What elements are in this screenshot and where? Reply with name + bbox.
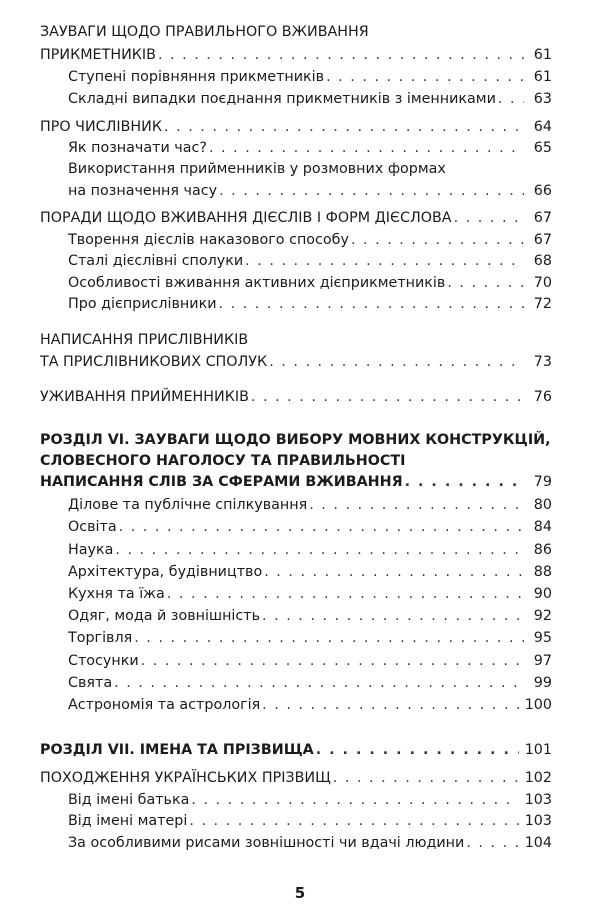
toc-entry-title: Як позначати час? xyxy=(68,140,207,156)
toc-entry-page: 63 xyxy=(533,91,552,107)
toc-entry-page: 84 xyxy=(533,519,552,535)
toc-entry-page: 68 xyxy=(533,253,552,269)
toc-entry-page: 97 xyxy=(533,653,552,669)
toc-entry-page: 80 xyxy=(533,497,552,513)
leader-dots xyxy=(191,791,518,809)
toc-subentry[interactable] xyxy=(68,629,552,647)
toc-entry-page: 92 xyxy=(533,608,552,624)
toc-entry-title: ТА ПРИСЛІВНИКОВИХ СПОЛУК xyxy=(40,354,268,370)
toc-entry-title: Від імені матері xyxy=(68,813,188,829)
toc-entry-title: УЖИВАННЯ ПРИЙМЕННИКІВ xyxy=(40,389,249,405)
toc-entry-page: 67 xyxy=(533,232,552,248)
leader-dots xyxy=(189,812,518,830)
leader-dots xyxy=(466,834,518,852)
leader-dots xyxy=(333,769,519,787)
toc-entry-title: Творення дієслів наказового способу xyxy=(68,232,349,248)
toc-entry-title: Складні випадки поєднання прикметників з іменниками xyxy=(68,91,496,107)
leader-dots xyxy=(447,274,524,292)
toc-heading-line: ЗАУВАГИ ЩОДО ПРАВИЛЬНОГО ВЖИВАННЯ xyxy=(40,24,369,40)
toc-entry-title: на позначення часу xyxy=(68,183,218,199)
toc-entry[interactable] xyxy=(40,388,552,406)
leader-dots xyxy=(309,496,524,514)
leader-dots xyxy=(164,118,524,136)
leader-dots xyxy=(262,607,524,625)
toc-entry-title: Ступені порівняння прикметників xyxy=(68,69,325,85)
toc-entry-title: Кухня та їжа xyxy=(68,586,165,602)
toc-entry[interactable] xyxy=(40,769,552,787)
leader-dots xyxy=(269,353,524,371)
toc-subentry[interactable] xyxy=(68,834,552,852)
leader-dots xyxy=(351,231,524,249)
section-heading-line: РОЗДІЛ VI. ЗАУВАГИ ЩОДО ВИБОРУ МОВНИХ КОНСТРУКЦІЙ, xyxy=(40,432,551,448)
toc-entry[interactable] xyxy=(40,353,552,371)
toc-section-entry[interactable] xyxy=(40,741,552,759)
toc-entry-page: 79 xyxy=(533,474,552,490)
toc-subentry[interactable] xyxy=(68,139,552,157)
toc-heading-line: НАПИСАННЯ ПРИСЛІВНИКІВ xyxy=(40,332,249,348)
toc-entry-title: Астрономія та астрологія xyxy=(68,697,261,713)
toc-entry-title: Особливості вживання активних дієприкметників xyxy=(68,275,446,291)
toc-entry-page: 64 xyxy=(533,119,552,135)
leader-dots xyxy=(454,209,524,227)
toc-entry-page: 88 xyxy=(533,564,552,580)
toc-subentry[interactable] xyxy=(68,563,552,581)
toc-subentry[interactable] xyxy=(68,812,552,830)
toc-section-entry[interactable] xyxy=(40,473,552,491)
toc-entry[interactable] xyxy=(40,209,552,227)
toc-heading-line: Використання прийменників у розмовних формах xyxy=(68,161,446,177)
toc-subentry[interactable] xyxy=(68,252,552,270)
toc-entry-title: Про дієприслівники xyxy=(68,296,217,312)
leader-dots xyxy=(245,252,524,270)
toc-subentry[interactable] xyxy=(68,231,552,249)
toc-entry-page: 61 xyxy=(533,47,552,63)
leader-dots xyxy=(251,388,524,406)
toc-entry-title: ПРИКМЕТНИКІВ xyxy=(40,47,156,63)
leader-dots xyxy=(316,741,519,759)
toc-entry-page: 66 xyxy=(533,183,552,199)
leader-dots xyxy=(119,518,524,536)
toc-entry-page: 73 xyxy=(533,354,552,370)
toc-subentry[interactable] xyxy=(68,674,552,692)
toc-entry-title: Торгівля xyxy=(68,630,133,646)
toc-entry-page: 103 xyxy=(524,813,552,829)
toc-entry-page: 86 xyxy=(533,542,552,558)
toc-entry-page: 99 xyxy=(533,675,552,691)
section-heading-line: СЛОВЕСНОГО НАГОЛОСУ ТА ПРАВИЛЬНОСТІ xyxy=(40,453,406,469)
toc-subentry[interactable] xyxy=(68,607,552,625)
toc-entry-page: 90 xyxy=(533,586,552,602)
toc-subentry[interactable] xyxy=(68,518,552,536)
toc-entry-page: 100 xyxy=(524,697,552,713)
toc-entry-title: За особливими рисами зовнішності чи вдачі людини xyxy=(68,835,465,851)
toc-subentry[interactable] xyxy=(68,696,552,714)
toc-subentry[interactable] xyxy=(68,652,552,670)
toc-subentry[interactable] xyxy=(68,68,552,86)
toc-entry-title: Одяг, мода й зовнішність xyxy=(68,608,261,624)
toc-entry[interactable] xyxy=(40,46,552,64)
toc-subentry[interactable] xyxy=(68,182,552,200)
toc-subentry[interactable] xyxy=(68,541,552,559)
toc-subentry[interactable] xyxy=(68,585,552,603)
toc-entry-title: НАПИСАННЯ СЛІВ ЗА СФЕРАМИ ВЖИВАННЯ xyxy=(40,474,403,490)
leader-dots xyxy=(141,652,524,670)
leader-dots xyxy=(114,674,524,692)
toc-subentry[interactable] xyxy=(68,90,552,108)
toc-subentry[interactable] xyxy=(68,274,552,292)
toc-entry-title: Свята xyxy=(68,675,113,691)
leader-dots xyxy=(115,541,524,559)
leader-dots xyxy=(219,182,524,200)
toc-entry-page: 72 xyxy=(533,296,552,312)
toc-subentry[interactable] xyxy=(68,496,552,514)
toc-entry[interactable] xyxy=(40,118,552,136)
toc-entry-title: ПОРАДИ ЩОДО ВЖИВАННЯ ДІЄСЛІВ І ФОРМ ДІЄСЛОВА xyxy=(40,210,452,226)
toc-entry-page: 65 xyxy=(533,140,552,156)
toc-entry-title: Ділове та публічне спілкування xyxy=(68,497,308,513)
toc-entry-page: 104 xyxy=(524,835,552,851)
leader-dots xyxy=(405,473,524,491)
toc-entry-title: ПРО ЧИСЛІВНИК xyxy=(40,119,163,135)
toc-entry-page: 70 xyxy=(533,275,552,291)
leader-dots xyxy=(167,585,524,603)
toc-entry-page: 103 xyxy=(524,792,552,808)
toc-entry-page: 95 xyxy=(533,630,552,646)
toc-entry-title: Від імені батька xyxy=(68,792,190,808)
toc-entry-title: Стосунки xyxy=(68,653,139,669)
toc-entry-title: Сталі дієслівні сполуки xyxy=(68,253,244,269)
leader-dots xyxy=(326,68,524,86)
toc-entry-title: ПОХОДЖЕННЯ УКРАЇНСЬКИХ ПРІЗВИЩ xyxy=(40,770,331,786)
leader-dots xyxy=(209,139,524,157)
leader-dots xyxy=(498,90,524,108)
leader-dots xyxy=(134,629,524,647)
toc-entry-page: 76 xyxy=(533,389,552,405)
toc-entry-title: РОЗДІЛ VII. ІМЕНА ТА ПРІЗВИЩА xyxy=(40,742,314,758)
toc-entry-title: Архітектура, будівництво xyxy=(68,564,263,580)
toc-entry-page: 61 xyxy=(533,69,552,85)
leader-dots xyxy=(262,696,519,714)
page-number: 5 xyxy=(294,884,306,902)
toc-entry-title: Освіта xyxy=(68,519,117,535)
leader-dots xyxy=(264,563,524,581)
toc-entry-page: 102 xyxy=(524,770,552,786)
leader-dots xyxy=(158,46,524,64)
toc-subentry[interactable] xyxy=(68,295,552,313)
toc-entry-page: 101 xyxy=(524,742,552,758)
toc-entry-page: 67 xyxy=(533,210,552,226)
leader-dots xyxy=(219,295,525,313)
toc-entry-title: Наука xyxy=(68,542,114,558)
toc-subentry[interactable] xyxy=(68,791,552,809)
